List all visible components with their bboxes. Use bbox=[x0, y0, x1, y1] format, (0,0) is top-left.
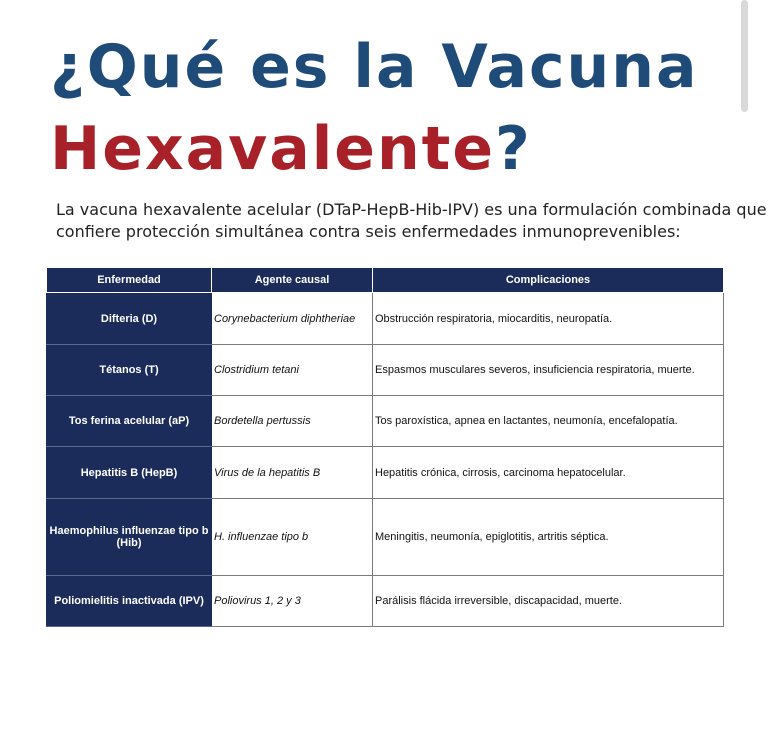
header-agente-causal: Agente causal bbox=[212, 268, 373, 293]
complications-cell: Parálisis flácida irreversible, discapacidad, muerte. bbox=[373, 576, 724, 627]
agent-cell: Poliovirus 1, 2 y 3 bbox=[212, 576, 373, 627]
scrollbar-thumb[interactable] bbox=[741, 0, 748, 112]
header-complicaciones: Complicaciones bbox=[373, 268, 724, 293]
agent-cell: Bordetella pertussis bbox=[212, 396, 373, 447]
complications-cell: Obstrucción respiratoria, miocarditis, neuropatía. bbox=[373, 293, 724, 345]
disease-cell: Poliomielitis inactivada (IPV) bbox=[47, 576, 212, 627]
agent-cell: H. influenzae tipo b bbox=[212, 499, 373, 576]
table-row bbox=[47, 396, 724, 447]
page-title-line1: ¿Qué es la Vacuna bbox=[50, 32, 699, 102]
disease-cell: Hepatitis B (HepB) bbox=[47, 447, 212, 499]
table-row bbox=[47, 499, 724, 576]
table-row bbox=[47, 345, 724, 396]
disease-cell: Difteria (D) bbox=[47, 293, 212, 345]
complications-cell: Hepatitis crónica, cirrosis, carcinoma hepatocelular. bbox=[373, 447, 724, 499]
table-row bbox=[47, 576, 724, 627]
table-header-row bbox=[47, 268, 724, 293]
agent-cell: Clostridium tetani bbox=[212, 345, 373, 396]
table-row bbox=[47, 293, 724, 345]
header-enfermedad: Enfermedad bbox=[47, 268, 212, 293]
disease-cell: Tétanos (T) bbox=[47, 345, 212, 396]
complications-cell: Meningitis, neumonía, epiglotitis, artritis séptica. bbox=[373, 499, 724, 576]
disease-cell: Haemophilus influenzae tipo b (Hib) bbox=[47, 499, 212, 576]
complications-cell: Tos paroxística, apnea en lactantes, neumonía, encefalopatía. bbox=[373, 396, 724, 447]
title-question-mark: ? bbox=[495, 114, 532, 184]
agent-cell: Virus de la hepatitis B bbox=[212, 447, 373, 499]
title-hexavalente: Hexavalente bbox=[50, 114, 496, 184]
page-title-line2 bbox=[50, 110, 532, 188]
agent-cell: Corynebacterium diphtheriae bbox=[212, 293, 373, 345]
vaccine-table bbox=[46, 267, 724, 627]
table-row bbox=[47, 447, 724, 499]
intro-paragraph: La vacuna hexavalente acelular (DTaP-HepB-Hib-IPV) es una formulación combinada que confiere protección simultánea contra seis enfermedades inmunoprevenibles: bbox=[56, 200, 767, 241]
complications-cell: Espasmos musculares severos, insuficiencia respiratoria, muerte. bbox=[373, 345, 724, 396]
disease-cell: Tos ferina acelular (aP) bbox=[47, 396, 212, 447]
